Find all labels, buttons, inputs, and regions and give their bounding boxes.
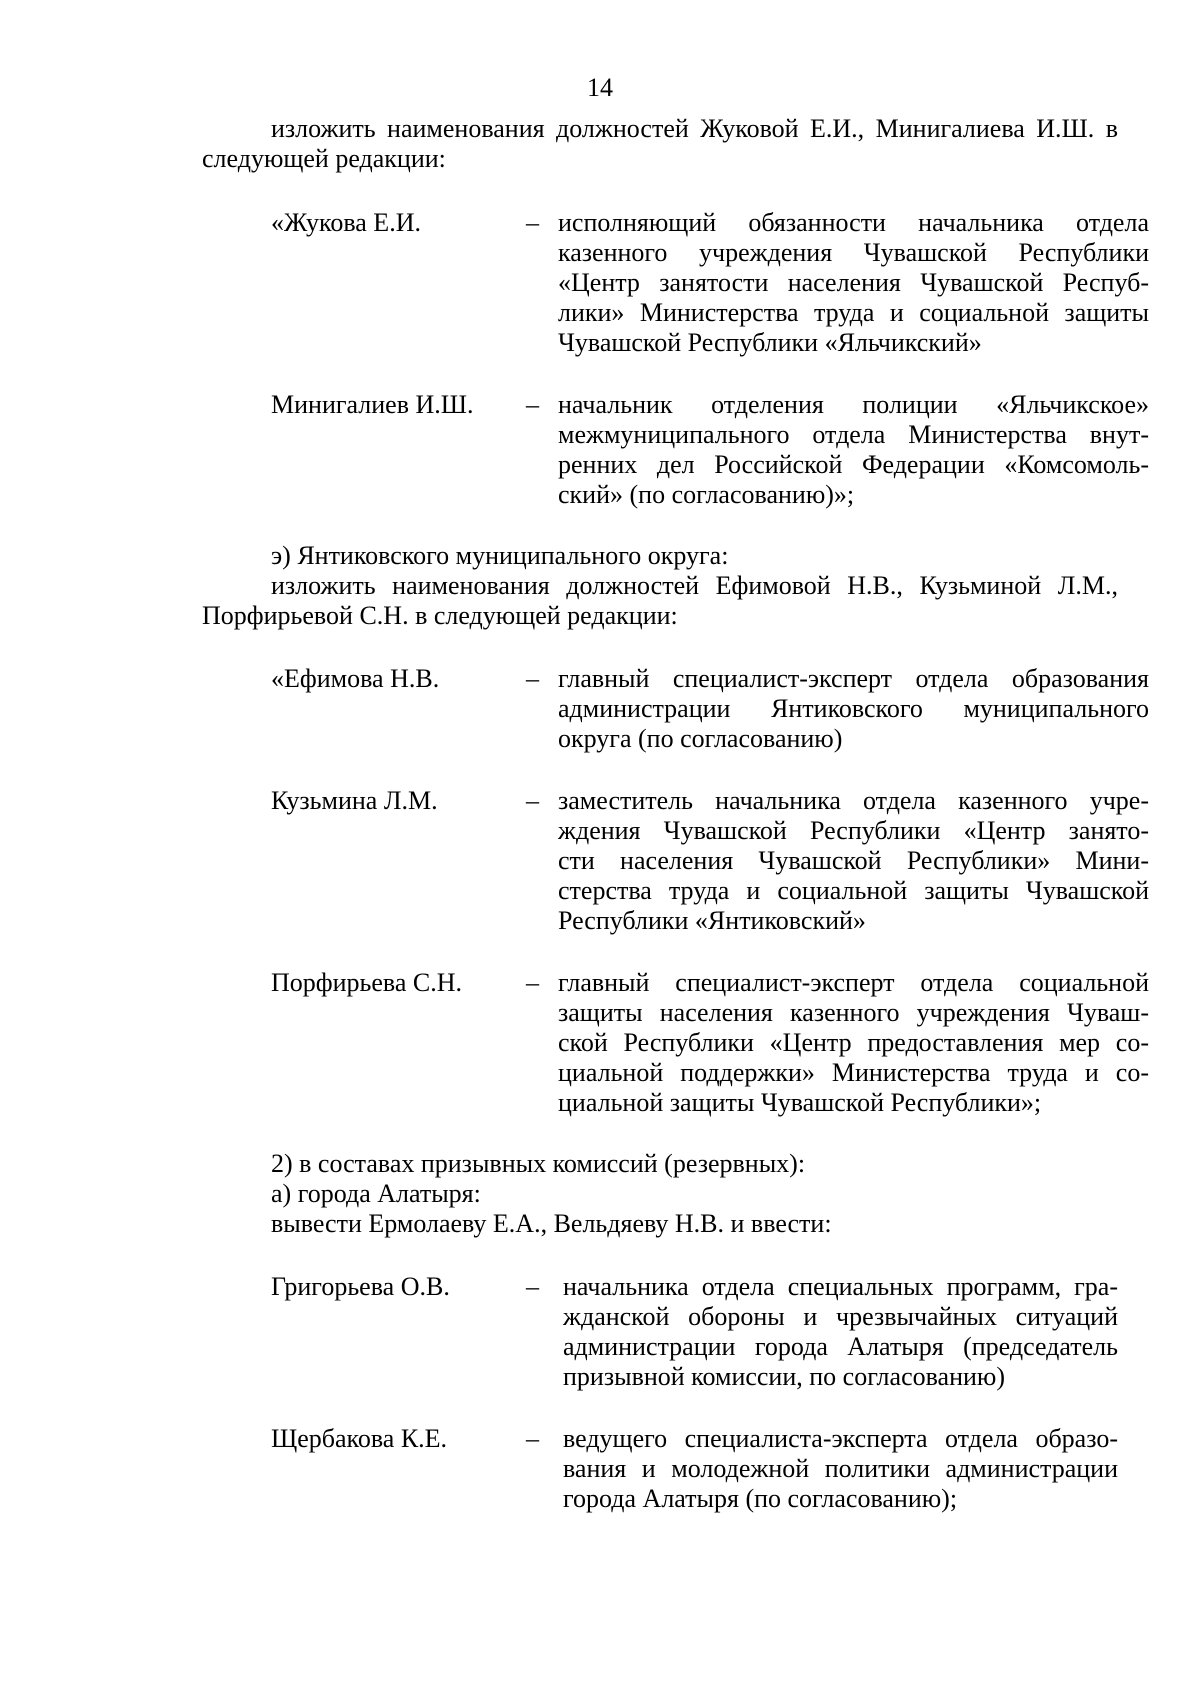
description-line: межмуниципального отдела Министерства внут- (558, 420, 1149, 449)
description-line: главный специалист-эксперт отдела образования (558, 664, 1149, 693)
description-line: циальной поддержки» Министерства труда и со- (558, 1058, 1149, 1087)
entry-dash: – (526, 968, 539, 997)
description-line: главный специалист-эксперт отдела социальной (558, 968, 1149, 997)
entry-description (558, 968, 1149, 1118)
description-line: сти населения Чувашской Республики» Мини- (558, 846, 1149, 875)
description-line: призывной комиссии, по согласованию) (563, 1362, 1005, 1391)
entry-name: Минигалиев И.Ш. (271, 390, 474, 419)
entry-description (563, 1272, 1118, 1392)
entry-name: «Жукова Е.И. (271, 208, 421, 237)
section-line: Порфирьевой С.Н. в следующей редакции: (202, 601, 678, 630)
description-line: «Центр занятости населения Чувашской Респуб- (558, 268, 1149, 297)
entry-dash: – (526, 1424, 539, 1453)
description-line: города Алатыря (по согласованию); (563, 1484, 958, 1513)
entry-description (563, 1424, 1118, 1514)
intro-line: изложить наименования должностей Жуковой Е.И., Минигалиева И.Ш. в (271, 114, 1118, 143)
section-heading: э) Янтиковского муниципального округа: (271, 541, 729, 570)
description-line: начальника отдела специальных программ, гра- (563, 1272, 1118, 1301)
entry-description (558, 390, 1149, 510)
entry-description (558, 664, 1149, 754)
entry-name: Щербакова К.Е. (271, 1424, 448, 1453)
description-line: Республики «Янтиковский» (558, 906, 866, 935)
intro-paragraph (202, 114, 1118, 174)
description-line: Чувашской Республики «Яльчикский» (558, 328, 982, 357)
section-e (202, 541, 1118, 631)
description-line: казенного учреждения Чувашской Республики (558, 238, 1149, 267)
intro-line: следующей редакции: (202, 144, 446, 173)
entry-description (558, 786, 1149, 936)
description-line: администрации города Алатыря (председатель (563, 1332, 1118, 1361)
description-line: ский» (по согласованию)»; (558, 480, 855, 509)
section-action: вывести Ермолаеву Е.А., Вельдяеву Н.В. и ввести: (271, 1209, 832, 1238)
description-line: стерства труда и социальной защиты Чувашской (558, 876, 1149, 905)
entry-name: «Ефимова Н.В. (271, 664, 440, 693)
entry-name: Кузьмина Л.М. (271, 786, 438, 815)
description-line: вания и молодежной политики администрации (563, 1454, 1118, 1483)
description-line: циальной защиты Чувашской Республики»; (558, 1088, 1042, 1117)
section-heading: 2) в составах призывных комиссий (резервных): (271, 1149, 806, 1178)
section-subheading: а) города Алатыря: (271, 1179, 481, 1208)
entry-description (558, 208, 1149, 358)
page-number: 14 (587, 73, 613, 102)
description-line: защиты населения казенного учреждения Чуваш- (558, 998, 1149, 1027)
entry-dash: – (526, 1272, 539, 1301)
description-line: ренних дел Российской Федерации «Комсомоль- (558, 450, 1149, 479)
description-line: жданской обороны и чрезвычайных ситуаций (563, 1302, 1118, 1331)
description-line: ской Республики «Центр предоставления мер со- (558, 1028, 1149, 1057)
section-2 (271, 1149, 1118, 1239)
description-line: ведущего специалиста-эксперта отдела образо- (563, 1424, 1118, 1453)
entry-name: Порфирьева С.Н. (271, 968, 463, 997)
description-line: начальник отделения полиции «Яльчикское» (558, 390, 1149, 419)
description-line: лики» Министерства труда и социальной защиты (558, 298, 1149, 327)
description-line: ждения Чувашской Республики «Центр занято- (558, 816, 1149, 845)
description-line: округа (по согласованию) (558, 724, 843, 753)
section-line: изложить наименования должностей Ефимовой Н.В., Кузьминой Л.М., (271, 571, 1118, 600)
entry-dash: – (526, 664, 539, 693)
description-line: администрации Янтиковского муниципального (558, 694, 1149, 723)
entry-dash: – (526, 208, 539, 237)
entry-name: Григорьева О.В. (271, 1272, 450, 1301)
entry-dash: – (526, 390, 539, 419)
description-line: исполняющий обязанности начальника отдела (558, 208, 1149, 237)
description-line: заместитель начальника отдела казенного учре- (558, 786, 1149, 815)
entry-dash: – (526, 786, 539, 815)
